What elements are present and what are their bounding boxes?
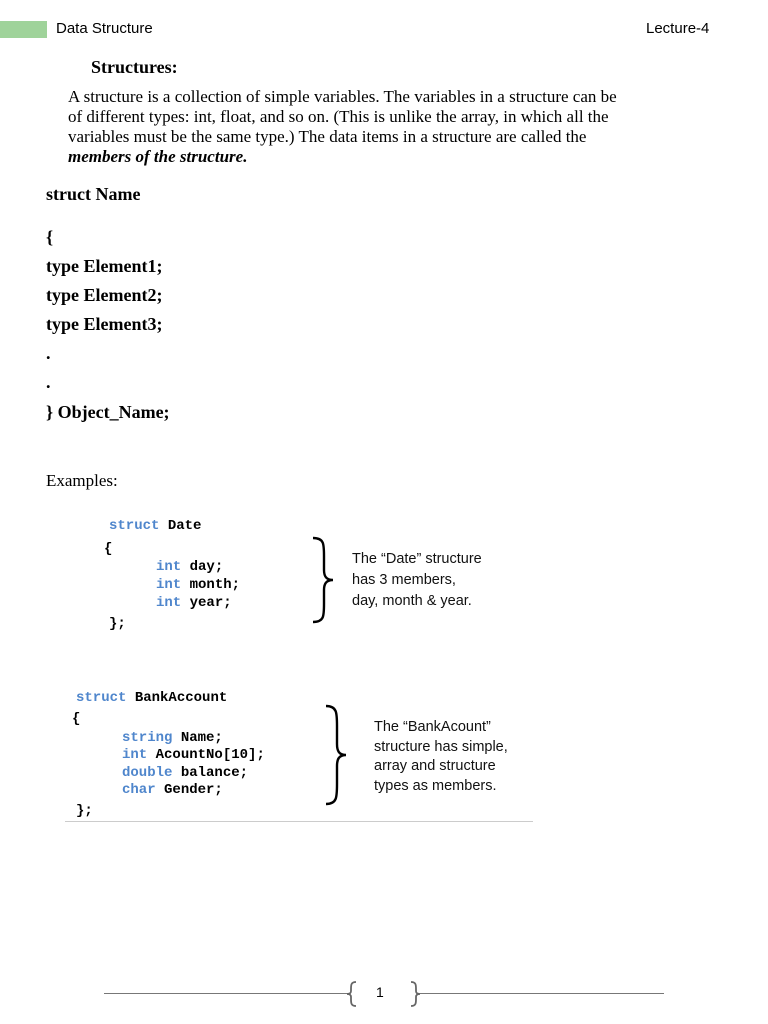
example-bankaccount-note [374, 718, 554, 796]
syntax-line: struct Name [46, 184, 141, 204]
member-name: month; [189, 577, 241, 593]
right-brace-icon [408, 981, 422, 1007]
member-line [122, 747, 265, 763]
example-date-note [352, 549, 532, 612]
section-title: Structures: [91, 57, 178, 77]
intro-line: A structure is a collection of simple variables. The variables in a structure can be [68, 87, 617, 106]
member-type: double [122, 765, 173, 781]
note-line: has 3 members, [352, 572, 456, 588]
footer-rule-left [104, 993, 348, 994]
open-brace: { [72, 711, 81, 727]
close-brace: }; [109, 616, 126, 632]
examples-label: Examples: [46, 471, 118, 490]
syntax-line: { [46, 227, 54, 247]
member-type: int [156, 559, 182, 575]
member-type: int [122, 747, 148, 763]
member-name: Name; [180, 730, 223, 746]
intro-emphasis: members of the structure. [68, 147, 248, 166]
member-name: Gender; [164, 782, 223, 798]
example-date-header [109, 518, 201, 534]
member-type: char [122, 782, 156, 798]
header-lecture-label: Lecture-4 [646, 20, 710, 37]
example-bankaccount-header [76, 690, 227, 706]
note-line: The “Date” structure [352, 551, 482, 567]
member-line [122, 782, 223, 798]
member-line [122, 765, 248, 781]
right-brace-icon [308, 536, 338, 624]
intro-paragraph [68, 87, 668, 167]
syntax-line: type Element2; [46, 285, 163, 305]
intro-line: of different types: int, float, and so on. (This is unlike the array, in which all the [68, 107, 609, 126]
figure-divider [65, 821, 533, 822]
member-line [156, 559, 223, 575]
note-line: day, month & year. [352, 593, 472, 609]
syntax-line: . [46, 343, 51, 363]
keyword-struct: struct [109, 518, 160, 534]
syntax-line: . [46, 372, 51, 392]
left-brace-icon [345, 981, 359, 1007]
header-course-title: Data Structure [56, 20, 153, 37]
struct-name: Date [167, 518, 202, 534]
close-brace: }; [76, 803, 93, 819]
syntax-line: type Element3; [46, 314, 163, 334]
keyword-struct: struct [76, 690, 127, 706]
intro-line: variables must be the same type.) The data items in a structure are called the [68, 127, 587, 146]
header-accent-bar [0, 21, 47, 38]
right-brace-icon [321, 704, 351, 806]
member-line [156, 595, 232, 611]
member-type: int [156, 595, 182, 611]
note-line: array and structure [374, 758, 496, 774]
open-brace: { [104, 541, 113, 557]
member-line [122, 730, 223, 746]
struct-name: BankAccount [134, 690, 228, 706]
member-name: AcountNo[10]; [155, 747, 265, 763]
note-line: types as members. [374, 777, 497, 794]
member-name: year; [189, 595, 232, 611]
syntax-line: type Element1; [46, 256, 163, 276]
member-name: balance; [180, 765, 249, 781]
member-type: string [122, 730, 173, 746]
member-line [156, 577, 240, 593]
page-number: 1 [376, 984, 384, 1000]
note-line: The “BankAcount” [374, 719, 491, 735]
footer-rule-right [420, 993, 664, 994]
member-type: int [156, 577, 182, 593]
member-name: day; [189, 559, 224, 575]
syntax-line: } Object_Name; [46, 402, 170, 422]
note-line: structure has simple, [374, 738, 508, 755]
